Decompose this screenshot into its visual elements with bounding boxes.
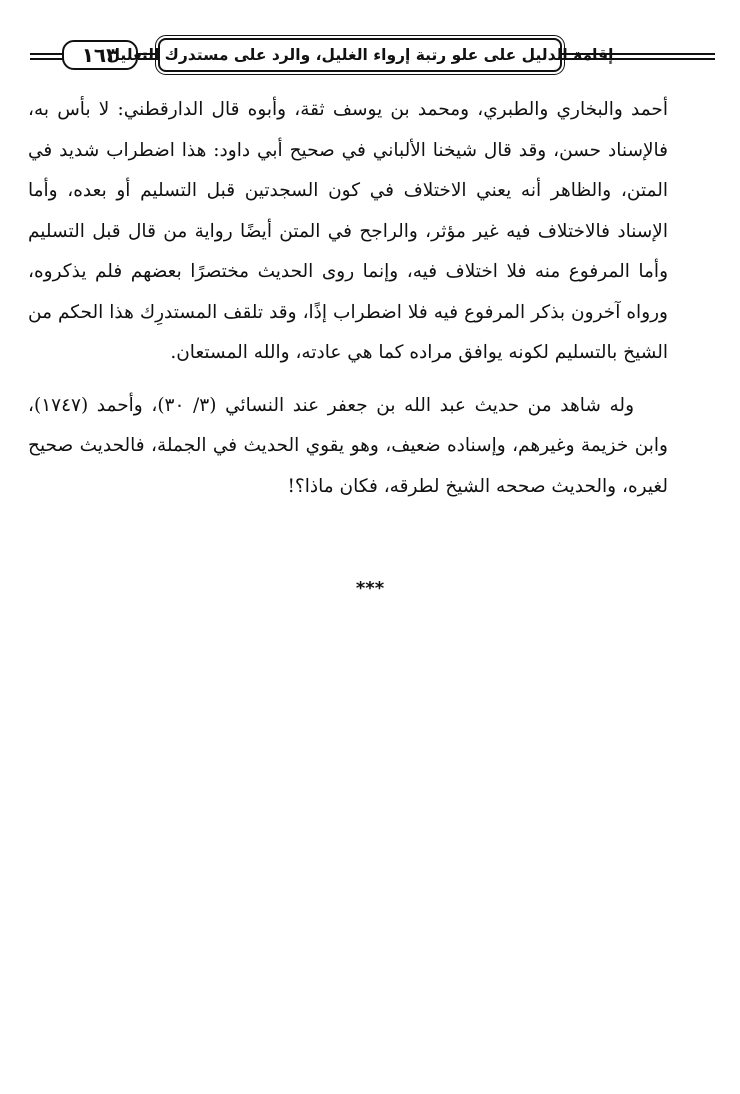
section-separator: ***	[355, 578, 385, 599]
main-text	[28, 90, 668, 507]
paragraph-1: أحمد والبخاري والطبري، ومحمد بن يوسف ثقة، وأبوه قال الدارقطني: لا بأس به، فالإسناد حسن، وقد قال شيخنا الألباني في صحيح أبي داود: هذا اضطراب شديد في المتن، والظاهر أنه يعني الاختلاف في كون السجدتين قبل التسليم أو بعده، وأما الإسناد فالاختلاف فيه غير مؤثر، والراجح في المتن أيضًا رواية من قال قبل التسليم وأما المرفوع منه فلا اختلاف فيه، وإنما روى الحديث مختصرًا بعضهم فلم يذكروه، ورواه آخرون بذكر المرفوع فيه فلا اضطراب إذًا، وقد تلقف المستدرِك هذا الحكم من الشيخ بالتسليم لكونه يوافق مراده كما هي عادته، والله المستعان.	[28, 99, 668, 363]
header-rule-right	[560, 53, 715, 60]
running-title: إقامة الدليل على علو رتبة إرواء الغليل، والرد على مستدرك التعليل	[158, 38, 562, 72]
paragraph-2: وله شاهد من حديث عبد الله بن جعفر عند النسائي (٣/ ٣٠)، وأحمد (١٧٤٧)، وابن خزيمة وغيرهم، وإسناده ضعيف، وهو يقوي الحديث في الجملة، فالحديث صحيح لغيره، والحديث صححه الشيخ لطرقه، فكان ماذا؟!	[28, 394, 668, 497]
page-number: ١٦٣	[62, 40, 138, 70]
header-rule-left	[30, 53, 64, 60]
page-header	[30, 38, 715, 76]
